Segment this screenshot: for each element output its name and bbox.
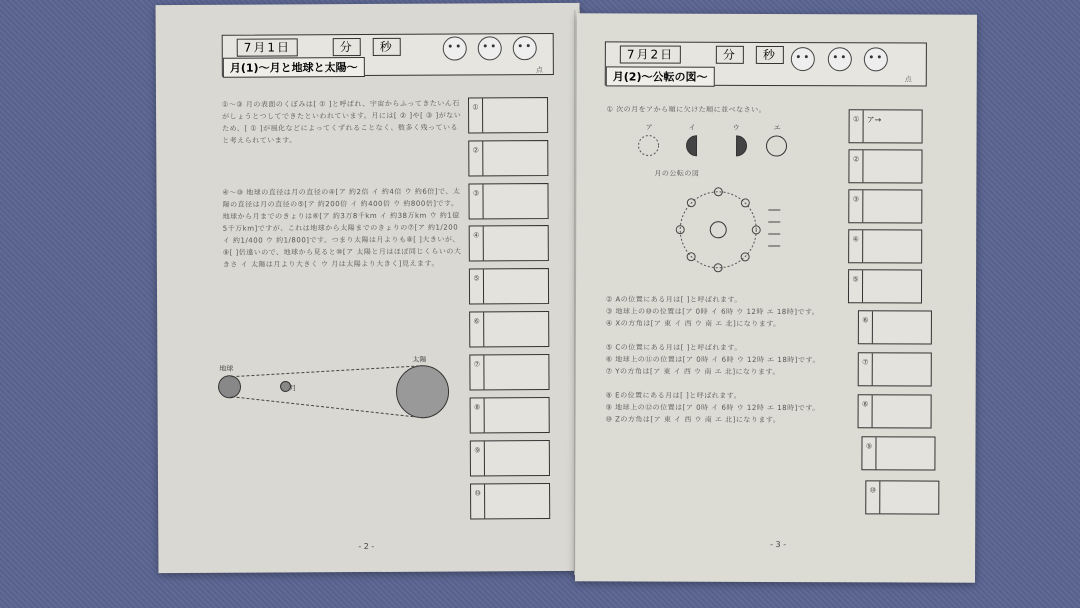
answer-box-9[interactable] (861, 436, 935, 470)
answer-box-10[interactable] (865, 480, 939, 514)
answer-box-4[interactable] (469, 225, 549, 261)
answer-box-2[interactable] (468, 140, 548, 176)
answer-box-3[interactable] (468, 183, 548, 219)
answer-text: ア→ (866, 115, 882, 125)
moon-label-e: エ (773, 123, 781, 133)
mascot-icon (828, 47, 852, 71)
right-question-1: ① 次の月をアから順に欠けた順に並べなさい。 (606, 105, 767, 114)
answer-box-3[interactable] (848, 189, 922, 223)
answer-number: ⑥ (859, 311, 873, 343)
left-header (222, 33, 554, 77)
right-date: 7月2日 (620, 45, 681, 63)
left-page (156, 3, 583, 573)
answer-box-4[interactable] (848, 229, 922, 263)
answer-number: ① (469, 98, 483, 132)
answer-box-8[interactable] (470, 397, 550, 433)
left-page-number: - 2 - (358, 541, 375, 552)
answer-box-5[interactable] (848, 269, 922, 303)
right-questions: ② Aの位置にある月は[ ]と呼ばれます。 ③ 地球上の⑩の位置は[ア 0時 イ 6時 ウ 12時 エ 18時]です。 ④ Xの方角は[ア 東 イ 西 ウ 南 エ 北]になります。 ⑤ Cの位置にある月は[ ]と呼ばれます。 ⑥ 地球上の⑪の位置は[ア 0時 イ 6時 ウ 12時 エ 18時]です。 ⑦ Yの方角は[ア 東 イ 西 ウ 南 エ 北]になります。 ⑧ Eの位置にある月は[ ]と呼ばれます。 ⑨ 地球上の⑫の位置は[ア 0時 イ 6時 ウ 12時 エ 18時]です。 ⑩ Zの方角は[ア 東 イ 西 ウ 南 エ 北]になります。 (605, 295, 821, 425)
answer-number: ⑩ (866, 481, 880, 513)
right-header (605, 41, 927, 86)
sun-label: 太陽 (412, 355, 427, 364)
answer-number: ④ (849, 230, 863, 262)
left-date: 7月1日 (237, 38, 298, 56)
answer-number: ② (849, 150, 863, 182)
right-minutes: 分 (716, 46, 744, 64)
answer-number: ⑦ (859, 353, 873, 385)
answer-box-2[interactable] (848, 149, 922, 183)
answer-number: ⑩ (471, 484, 485, 518)
answer-number: ③ (469, 184, 483, 218)
mascot-icon (443, 36, 467, 60)
answer-number: ⑨ (862, 437, 876, 469)
answer-box-1[interactable] (468, 97, 548, 133)
answer-number: ⑥ (470, 312, 484, 346)
answer-number: ① (850, 110, 864, 142)
answer-box-9[interactable] (470, 440, 550, 476)
sun-earth-moon-diagram (217, 354, 457, 435)
orbit-diagram (656, 180, 796, 280)
answer-number: ② (469, 141, 483, 175)
left-title: 月(1)〜月と地球と太陽〜 (223, 57, 365, 78)
left-score-unit: 点 (535, 66, 543, 75)
answer-number: ⑧ (859, 395, 873, 427)
answer-box-1[interactable] (849, 109, 923, 143)
left-question-1: ①〜③ 月の表面のくぼみは[ ① ]と呼ばれ、宇宙からふってきたいん石がしょうとつしてできたといわれています。月には[ ② ]や[ ③ ]がないため、[ ① ]が風化などによってくずれることなく、数多く残っていると考えられています。 (222, 99, 462, 145)
mascot-icon (478, 36, 502, 60)
right-title: 月(2)〜公転の図〜 (606, 66, 715, 86)
answer-number: ③ (849, 190, 863, 222)
answer-number: ⑨ (471, 441, 485, 475)
answer-number: ⑤ (470, 269, 484, 303)
answer-box-6[interactable] (858, 310, 932, 344)
right-score-unit: 点 (904, 75, 912, 84)
right-page-number: - 3 - (770, 539, 787, 550)
answer-box-7[interactable] (469, 354, 549, 390)
left-seconds: 秒 (373, 38, 401, 56)
moon-label: 月 (289, 384, 297, 393)
answer-box-8[interactable] (858, 394, 932, 428)
moon-label-u: ウ (732, 123, 740, 132)
left-question-2: ④〜⑩ 地球の直径は月の直径の④[ア 約2倍 イ 約4倍 ウ 約6倍]で、太陽の直径は月の直径の⑤[ア 約200倍 イ 約400倍 ウ 約800倍]です。地球から月までのきょりは⑥[ア 約3万8千km イ 約38万km ウ 約1億5千万km]ですが、これは地球から太陽までのきょりの⑦[ア 約1/200 イ 約1/400 ウ 約1/800]です。つまり太陽は月よりも⑧[ ]大きいが、⑨[ ]倍遠いので、地球から見ると⑩[ア 太陽と月はほぼ同じくらいの大きさ イ 太陽は月より大きく ウ 月は太陽より大きく]見えます。 (222, 187, 462, 269)
answer-number: ④ (470, 226, 484, 260)
moon-label-a: ア (645, 123, 653, 132)
right-seconds: 秒 (756, 46, 784, 64)
left-minutes: 分 (333, 38, 361, 56)
orbit-caption: 月の公転の図 (654, 169, 700, 178)
earth-label: 地球 (219, 364, 234, 373)
answer-number: ⑤ (849, 270, 863, 302)
answer-box-10[interactable] (470, 483, 550, 519)
answer-box-6[interactable] (469, 311, 549, 347)
mascot-icon (513, 36, 537, 60)
answer-box-5[interactable] (469, 268, 549, 304)
right-page (575, 13, 977, 582)
mascot-icon (864, 47, 888, 71)
moon-label-i: イ (688, 123, 696, 132)
moon-phases (636, 122, 796, 163)
answer-number: ⑦ (470, 355, 484, 389)
answer-box-7[interactable] (858, 352, 932, 386)
answer-number: ⑧ (471, 398, 485, 432)
mascot-icon (791, 47, 815, 71)
